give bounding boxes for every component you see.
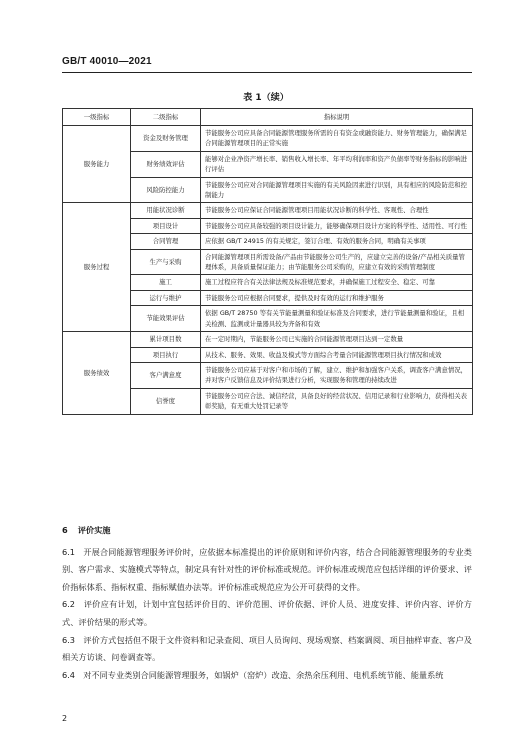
indicator-description: 节能服务公司应保证合同能源管理项目用能状况诊断的科学性、客观性、合理性 <box>201 203 473 218</box>
table-row <box>63 203 473 218</box>
level2-indicator: 用能状况诊断 <box>131 203 201 218</box>
level1-indicator: 服务过程 <box>63 203 131 332</box>
level2-indicator: 项目设计 <box>131 218 201 233</box>
indicator-description: 节能服务公司应根据合同要求，提供及时有效的运行和维护服务 <box>201 290 473 305</box>
column-header: 指标说明 <box>201 109 473 126</box>
level2-indicator: 客户满意度 <box>131 362 201 388</box>
section-number: 6 <box>62 525 68 535</box>
indicator-table <box>62 108 473 415</box>
level2-indicator: 施工 <box>131 275 201 290</box>
level2-indicator: 生产与采购 <box>131 249 201 275</box>
clause-6-4: 6.4 对不同专业类别合同能源管理服务，如锅炉（窑炉）改造、余热余压利用、电机系统节能、能量系统 <box>62 669 444 680</box>
level2-indicator: 项目执行 <box>131 347 201 362</box>
level2-indicator: 节能效果评估 <box>131 306 201 332</box>
clause-6-1: 6.1 开展合同能源管理服务评价时，应依据本标准提出的评价原则和评价内容，结合合同能源管理服务的专业类别、客户需求、实施模式等特点，制定具有针对性的评价标准或规范。评价标准或规范应包括详细的评价要求、评价指标体系、指标权重、指标赋值办法等。评价标准或规范应为公开可获得的文件。 <box>62 546 472 592</box>
level2-indicator: 财务绩效评估 <box>131 151 201 177</box>
level1-indicator: 服务能力 <box>63 126 131 203</box>
table-row <box>63 126 473 152</box>
indicator-description: 节能服务公司应具备较强的项目设计能力，能够确保项目设计方案的科学性、适用性、可行性 <box>201 218 473 233</box>
column-header: 一级指标 <box>63 109 131 126</box>
indicator-description: 依据 GB/T 28750 等有关节能量测量和验证标准及合同要求，进行节能量测量和验证，且相关检测、监测或计量器具较为齐备和有效 <box>201 306 473 332</box>
header-rule <box>62 72 472 73</box>
indicator-description: 节能服务公司应具备合同能源管理服务所需的自有资金或融资能力、财务管理能力，确保满足合同能源管理项目的正常实施 <box>201 126 473 152</box>
indicator-description: 能够对企业净资产增长率、销售收入增长率、年平均利润率和资产负债率等财务指标的影响进行评估 <box>201 151 473 177</box>
level2-indicator: 信誉度 <box>131 388 201 414</box>
column-header: 二级指标 <box>131 109 201 126</box>
indicator-description: 从技术、服务、效果、收益及模式等方面综合考量合同能源管理项目执行情况和成效 <box>201 347 473 362</box>
page-number: 2 <box>62 714 68 723</box>
clause-6-2: 6.2 评价应有计划，计划中宜包括评价目的、评价范围、评价依据、评价人员、进度安排、评价内容、评价方式、评价结果的形式等。 <box>62 599 472 627</box>
level2-indicator: 运行与维护 <box>131 290 201 305</box>
section-heading <box>62 522 472 540</box>
indicator-description: 节能服务公司应对合同能源管理项目实施的有关风险因素进行识别，具有相应的风险防范和控制能力 <box>201 177 473 203</box>
table-header-row <box>63 109 473 126</box>
indicator-description: 合同能源管理项目所需设备/产品由节能服务公司生产的，应建立完善的设备/产品相关质量管理体系，具备质量保证能力；由节能服务公司采购的，应建立有效的采购管理制度 <box>201 249 473 275</box>
indicator-description: 施工过程应符合有关法律法规及标准规范要求，并确保施工过程安全、稳定、可靠 <box>201 275 473 290</box>
indicator-description: 在一定时期内，节能服务公司已实施的合同能源管理项目达到一定数量 <box>201 332 473 347</box>
level2-indicator: 资金及财务管理 <box>131 126 201 152</box>
level2-indicator: 风险防控能力 <box>131 177 201 203</box>
standard-code: GB/T 40010—2021 <box>62 56 152 67</box>
indicator-description: 节能服务公司应基于对客户和市场的了解，建立、维护和加强客户关系，调查客户满意情况，并对客户反馈信息及评价结果进行分析，实现服务和管理的持续改进 <box>201 362 473 388</box>
section-evaluation <box>62 522 472 684</box>
level2-indicator: 累计项目数 <box>131 332 201 347</box>
table-title: 表 1（续） <box>243 93 289 103</box>
clause-6-3: 6.3 评价方式包括但不限于文件资料和记录查阅、项目人员询问、现场观察、档案调阅、项目抽样审查、客户及相关方访谈、问卷调查等。 <box>62 634 472 663</box>
section-title: 评价实施 <box>77 525 111 535</box>
indicator-description: 应依据 GB/T 24915 的有关规定，签订合理、有效的服务合同，明确有关事项 <box>201 234 473 249</box>
level2-indicator: 合同管理 <box>131 234 201 249</box>
table-row <box>63 332 473 347</box>
level1-indicator: 服务绩效 <box>63 332 131 414</box>
indicator-description: 节能服务公司应合法、诚信经营，具备良好的经营状况、信用记录和行业影响力，获得相关表彰奖励，有无重大处罚记录等 <box>201 388 473 414</box>
